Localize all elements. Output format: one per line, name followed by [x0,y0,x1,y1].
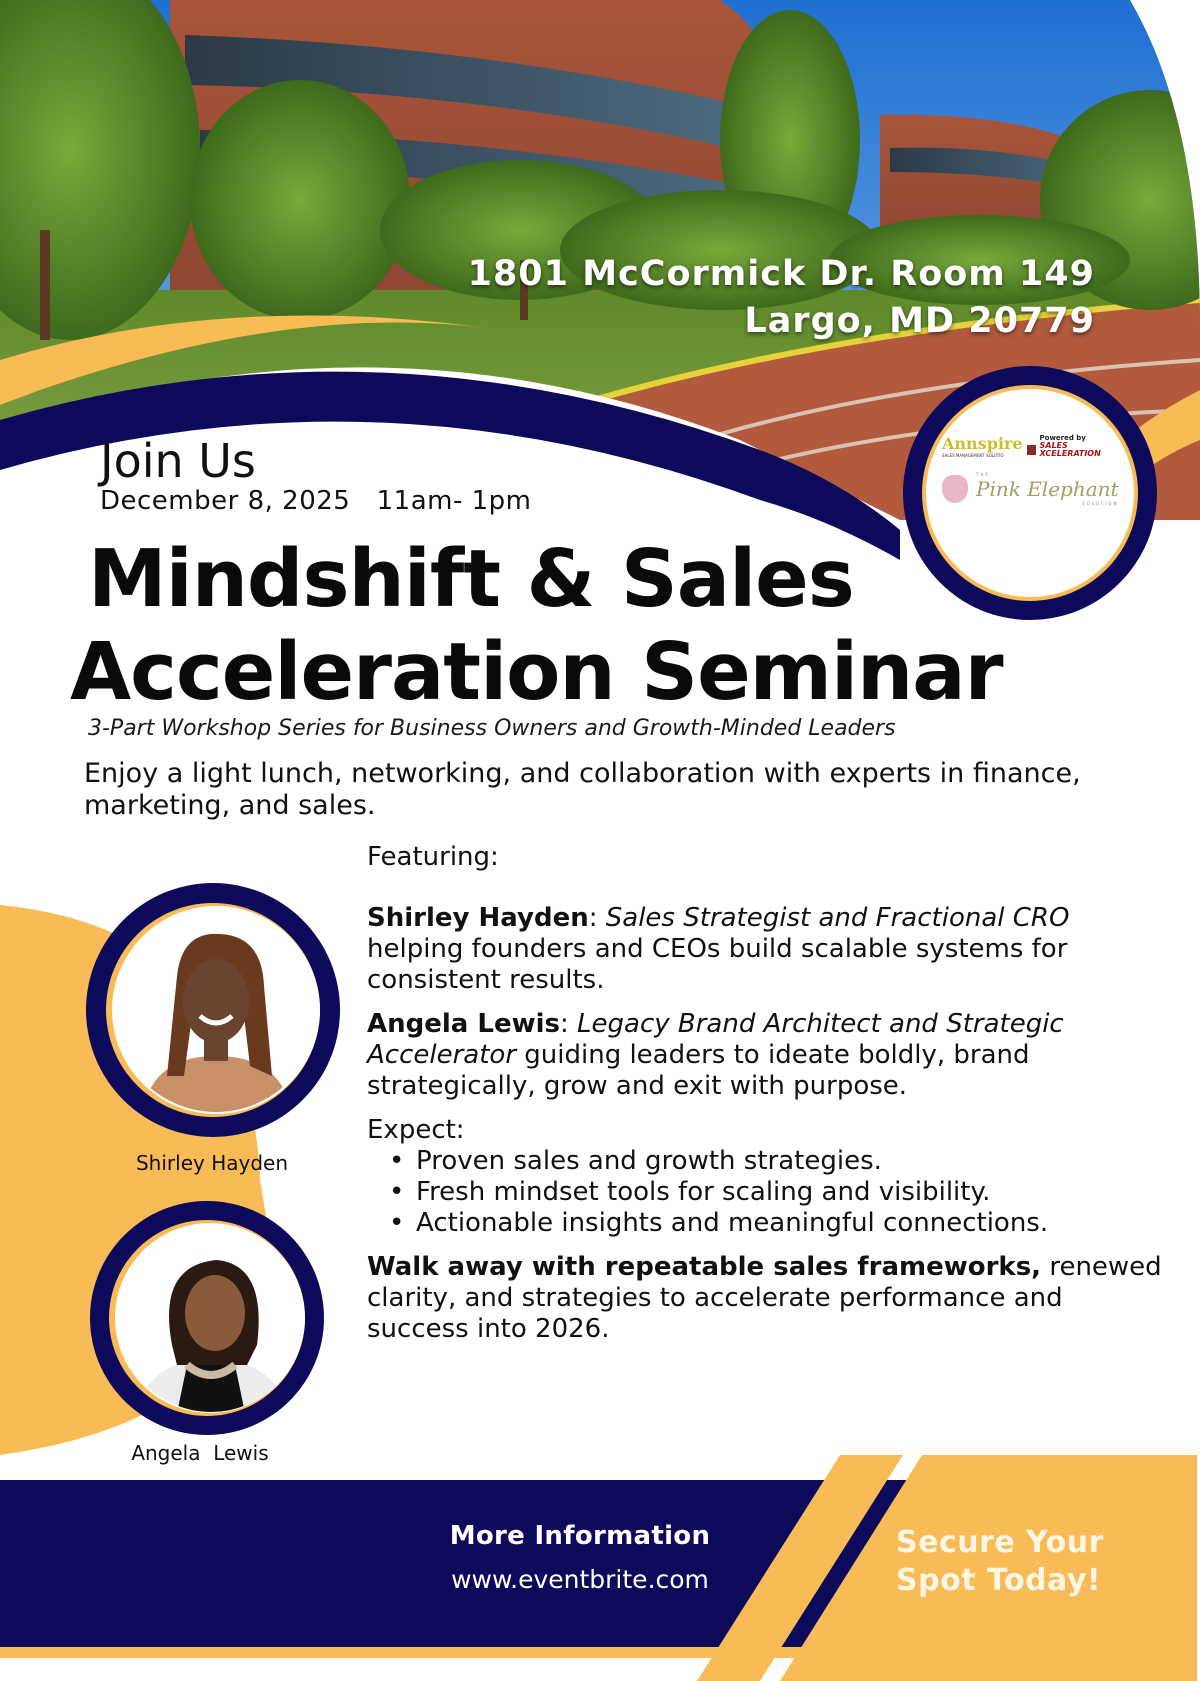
secure-spot-cta [896,1524,1104,1600]
speaker-name: Angela Lewis [367,1009,560,1039]
speaker-description: guiding leaders to ideate boldly, brand strategically, grow and exit with purpose. [367,1040,1030,1101]
pink-elephant-prefix: THE [976,472,990,477]
speaker-title: Legacy Brand Architect and Strategic Accelerator [367,1009,1064,1070]
pink-elephant-logo: Pink Elephant [976,477,1119,501]
list-item: • Actionable insights and meaningful connections. [367,1208,1167,1239]
event-datetime [100,486,532,516]
list-item: • Fresh mindset tools for scaling and visibility. [367,1177,1167,1208]
speaker-bio-angela: Angela Lewis: Legacy Brand Architect and Strategic Accelerator guiding leaders to ideate boldly, brand strategically, grow and exit with purpose. [367,1009,1064,1101]
cta-line-2: Spot Today! [896,1563,1102,1598]
expect-label: Expect: [367,1115,465,1145]
eventbrite-link[interactable]: www.eventbrite.com [451,1565,709,1594]
sales-xceleration-icon [1027,445,1036,455]
angela-photo-caption: Angela Lewis [131,1441,269,1465]
cta-line-1: Secure Your [896,1525,1104,1560]
address-line-2: Largo, MD 20779 [744,301,1095,341]
featuring-label: Featuring: [367,842,499,872]
title-line-1: Mindshift & Sales [88,533,854,625]
list-item: • Proven sales and growth strategies. [367,1146,1167,1177]
closing-statement [367,1252,1167,1345]
address-line-1: 1801 McCormick Dr. Room 149 [467,254,1095,294]
closing-rest: renewed clarity, and strategies to accelerate performance and success into 2026. [367,1252,1162,1344]
shirley-photo-caption: Shirley Hayden [135,1151,288,1175]
closing-bold: Walk away with repeatable sales frameworks, [367,1252,1042,1282]
event-date: December 8, 2025 [100,486,351,516]
speaker-title: Sales Strategist and Fractional CRO [605,903,1070,933]
title-line-2: Acceleration Seminar [70,626,1003,718]
speaker-name: Shirley Hayden [367,903,589,933]
expect-list [367,1146,1167,1239]
powered-by-label: Powered by [1039,434,1086,442]
shirley-hayden-photo [112,906,320,1114]
join-us-heading: Join Us [100,434,256,488]
more-information [420,1518,740,1600]
speaker-bio-shirley: Shirley Hayden: Sales Strategist and Fractional CRO helping founders and CEOs build scalable systems for consistent results. [367,903,1070,995]
event-time: 11am- 1pm [376,486,532,516]
annspire-tagline: SALES MANAGEMENT SOLUTIO [942,453,1004,458]
event-title [70,533,1190,719]
event-details [367,842,1167,1345]
sales-xceleration-logo: SALES XCELERATION [1039,441,1101,458]
partner-logos [942,434,1122,506]
event-subtitle: 3-Part Workshop Series for Business Owners and Growth-Minded Leaders [88,716,896,741]
pink-elephant-suffix: SOLUTION [1082,501,1119,506]
event-address [468,251,1095,345]
event-intro: Enjoy a light lunch, networking, and collaboration with experts in finance, marketing, and sales. [84,758,1081,821]
annspire-logo: Annspire [942,434,1023,453]
pink-elephant-icon [942,475,968,503]
speaker-description: helping founders and CEOs build scalable systems for consistent results. [367,934,1068,995]
more-info-heading: More Information [449,1521,711,1551]
angela-lewis-photo [117,1225,305,1413]
